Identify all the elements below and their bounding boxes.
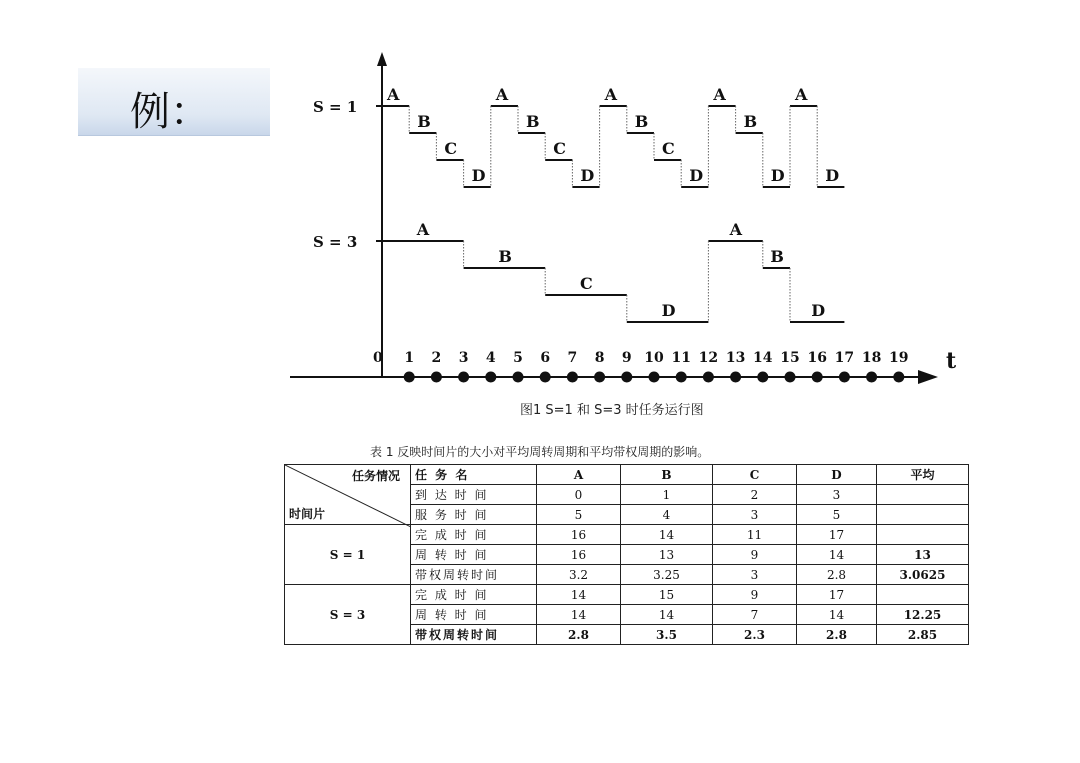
row-label: 服 务 时 间 (411, 505, 537, 525)
col-header-d: D (797, 465, 877, 485)
x-tick-label: 4 (485, 350, 496, 366)
x-tick-label: 1 (404, 350, 415, 366)
task-label: D (689, 166, 704, 185)
x-tick-dot (676, 372, 687, 383)
row-label: 带权周转时间 (411, 565, 537, 585)
table-cell: 3 (713, 505, 797, 525)
task-label: B (526, 112, 540, 131)
task-label: A (604, 85, 618, 104)
table-cell: 17 (797, 525, 877, 545)
table-cell: 2.85 (877, 625, 969, 645)
table-cell: 9 (713, 585, 797, 605)
x-tick-label: 17 (834, 350, 855, 366)
x-axis-arrow-icon (918, 370, 938, 384)
task-label: D (825, 166, 840, 185)
x-axis-label: t (946, 348, 957, 374)
task-label: C (662, 139, 675, 158)
x-tick-dot (621, 372, 632, 383)
task-label: A (387, 85, 400, 104)
task-label: B (417, 112, 431, 131)
corner-top-label: 任务情况 (351, 469, 400, 483)
task-label: B (743, 112, 758, 131)
table-cell: 13 (621, 545, 713, 565)
task-label: B (498, 247, 512, 266)
task-label: A (713, 85, 726, 104)
table-cell: 17 (797, 585, 877, 605)
row-label: 到 达 时 间 (411, 485, 537, 505)
x-tick-dot (594, 372, 605, 383)
task-label: B (634, 112, 649, 131)
task-label: A (495, 85, 509, 104)
x-tick-dot (757, 372, 768, 383)
table-cell: 5 (537, 505, 621, 525)
x-tick-label: 2 (431, 350, 442, 366)
table-cell: 14 (621, 605, 713, 625)
table-cell: 3 (797, 485, 877, 505)
task-label: D (770, 166, 785, 185)
y-axis-arrow-icon (377, 52, 387, 66)
task-label: C (553, 139, 566, 158)
col-header-c: C (713, 465, 797, 485)
x-tick-label: 5 (513, 350, 523, 366)
x-tick-label: 0 (373, 350, 383, 366)
table-cell: 3.2 (537, 565, 621, 585)
task-label: D (471, 166, 486, 185)
x-tick-label: 3 (458, 350, 469, 366)
table-cell: 2.8 (537, 625, 621, 645)
x-tick-dot (893, 372, 904, 383)
x-tick-dot (785, 372, 796, 383)
table-cell: 13 (877, 545, 969, 565)
x-tick-dot (513, 372, 524, 383)
group-label-s1: S = 1 (285, 525, 411, 585)
x-tick-label: 6 (540, 350, 551, 366)
col-header-b: B (621, 465, 713, 485)
x-tick-label: 19 (889, 350, 909, 366)
task-label: D (661, 301, 676, 320)
table-cell: 5 (797, 505, 877, 525)
x-tick-label: 11 (671, 350, 691, 366)
col-header-avg: 平均 (877, 465, 969, 485)
x-tick-label: 10 (644, 350, 664, 366)
table-cell: 2.3 (713, 625, 797, 645)
figure-caption: 图1 S=1 和 S=3 时任务运行图 (520, 403, 704, 418)
table-cell: 2.8 (797, 625, 877, 645)
row-label: 完 成 时 间 (411, 525, 537, 545)
table-cell: 14 (797, 605, 877, 625)
table-cell (877, 485, 969, 505)
row-label: 周 转 时 间 (411, 545, 537, 565)
table-cell: 3.0625 (877, 565, 969, 585)
x-tick-label: 7 (567, 350, 578, 366)
x-tick-label: 12 (698, 350, 719, 366)
results-table (284, 464, 969, 645)
x-tick-dot (866, 372, 877, 383)
table-cell: 11 (713, 525, 797, 545)
x-tick-dot (649, 372, 660, 383)
task-name-header: 任 务 名 (411, 465, 537, 485)
corner-bottom-label: 时间片 (289, 507, 326, 521)
x-tick-dot (485, 372, 496, 383)
series-label: S = 3 (313, 233, 358, 251)
task-label: A (795, 85, 808, 104)
table-cell (877, 525, 969, 545)
col-header-a: A (537, 465, 621, 485)
table-cell (877, 585, 969, 605)
series-label: S = 1 (313, 98, 358, 116)
x-tick-dot (458, 372, 469, 383)
x-tick-dot (730, 372, 741, 383)
table-cell: 15 (621, 585, 713, 605)
x-tick-label: 9 (621, 350, 632, 366)
x-tick-dot (839, 372, 850, 383)
table-cell: 12.25 (877, 605, 969, 625)
table-cell (877, 505, 969, 525)
table-cell: 2.8 (797, 565, 877, 585)
table-cell: 3.5 (621, 625, 713, 645)
table-cell: 3 (713, 565, 797, 585)
task-label: C (580, 274, 593, 293)
table-cell: 0 (537, 485, 621, 505)
row-label: 周 转 时 间 (411, 605, 537, 625)
x-tick-label: 14 (753, 350, 773, 366)
task-label: B (770, 247, 784, 266)
table-cell: 7 (713, 605, 797, 625)
table-cell: 4 (621, 505, 713, 525)
table-cell: 16 (537, 525, 621, 545)
x-tick-label: 13 (725, 350, 746, 366)
task-label: D (580, 166, 595, 185)
task-label: D (811, 301, 826, 320)
x-tick-dot (431, 372, 442, 383)
table-cell: 9 (713, 545, 797, 565)
x-tick-dot (567, 372, 578, 383)
row-label: 完 成 时 间 (411, 585, 537, 605)
table-cell: 14 (537, 605, 621, 625)
table-row (285, 585, 969, 605)
table-cell: 2 (713, 485, 797, 505)
task-label: A (416, 220, 430, 239)
x-tick-dot (404, 372, 415, 383)
row-label: 带权周转时间 (411, 625, 537, 645)
x-tick-dot (540, 372, 551, 383)
table-cell: 14 (621, 525, 713, 545)
task-label: C (444, 139, 458, 158)
x-tick-label: 8 (594, 350, 605, 366)
group-label-s3: S = 3 (285, 585, 411, 645)
task-label: A (729, 220, 743, 239)
table-cell: 16 (537, 545, 621, 565)
table-cell: 1 (621, 485, 713, 505)
table-cell: 14 (797, 545, 877, 565)
x-tick-dot (703, 372, 714, 383)
table-cell: 14 (537, 585, 621, 605)
x-tick-label: 15 (780, 350, 800, 366)
x-tick-label: 18 (861, 350, 882, 366)
slide-title: 例： (130, 89, 210, 135)
x-tick-dot (812, 372, 823, 383)
corner-cell (285, 465, 411, 525)
table-row (285, 525, 969, 545)
x-tick-label: 16 (807, 350, 827, 366)
table-caption: 表 1 反映时间片的大小对平均周转周期和平均带权周期的影响。 (370, 445, 710, 459)
table-cell: 3.25 (621, 565, 713, 585)
